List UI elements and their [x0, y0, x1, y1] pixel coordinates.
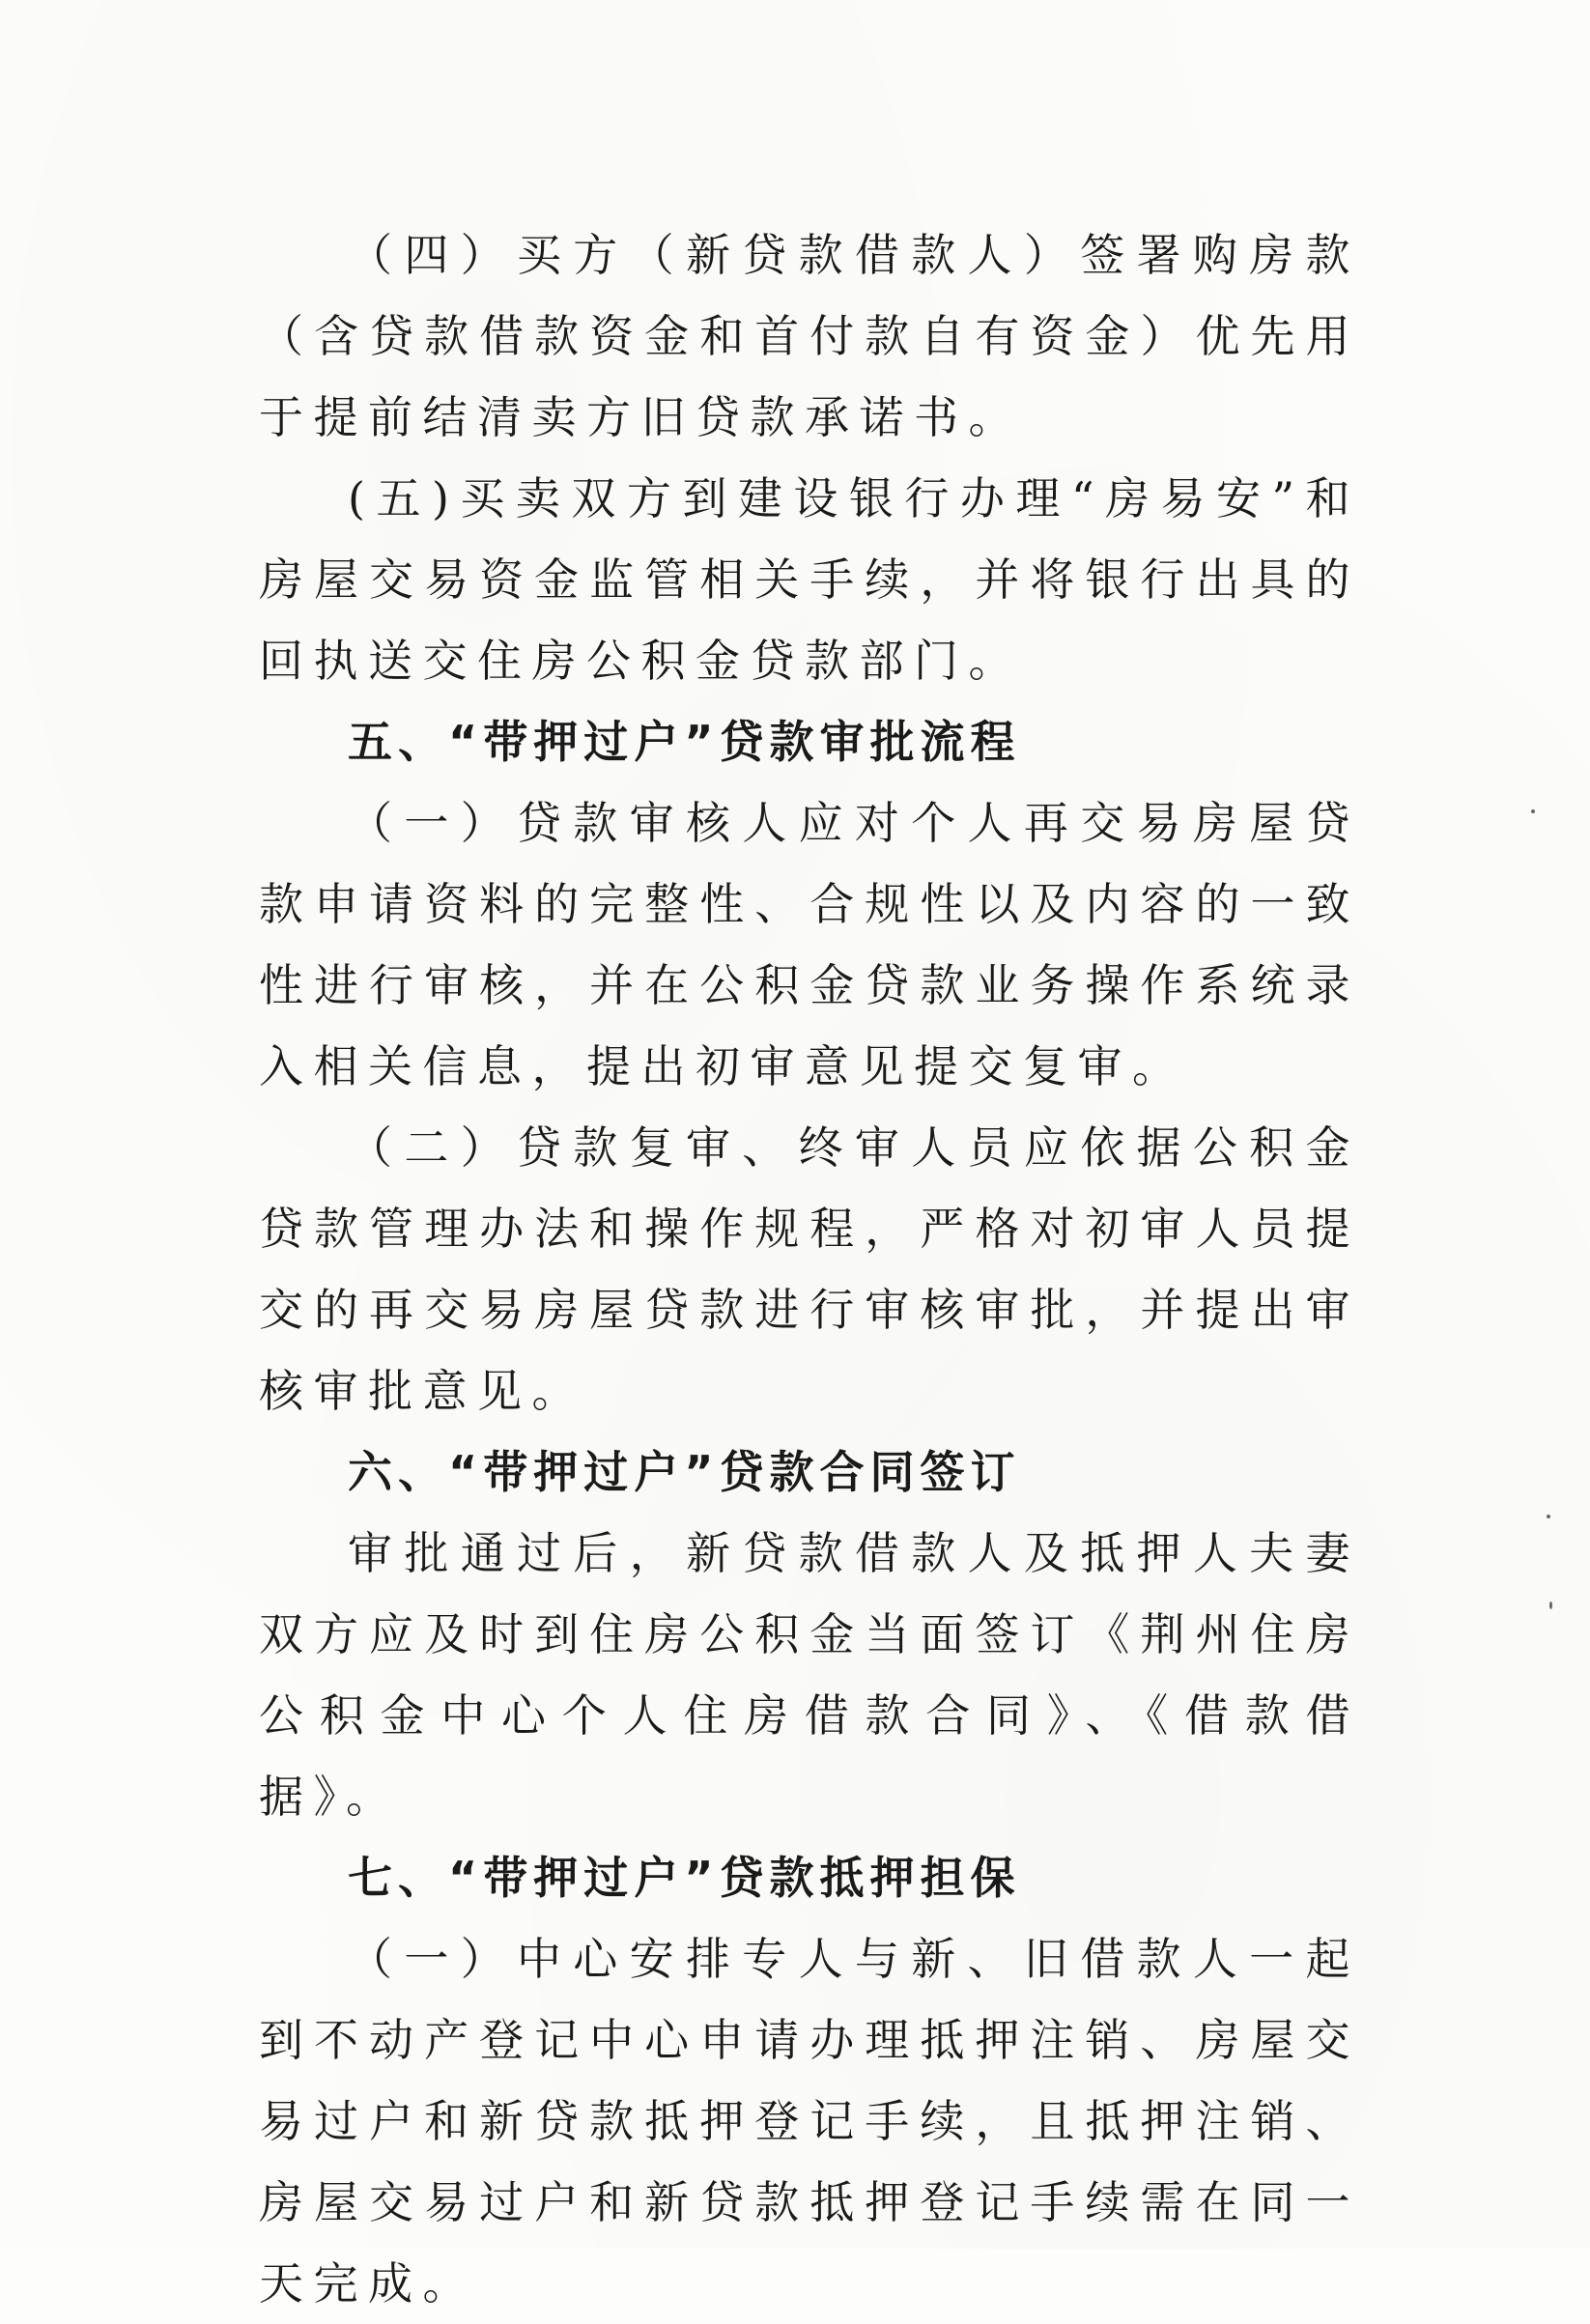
scan-speck	[1531, 809, 1535, 813]
section-heading-6-contract-signing: 六、“带押过户”贷款合同签订	[348, 1446, 1021, 1498]
scan-speck	[1549, 1601, 1552, 1609]
section-heading-5-approval-process: 五、“带押过户”贷款审批流程	[348, 716, 1021, 768]
section-heading-7-mortgage-guarantee: 七、“带押过户”贷款抵押担保	[348, 1852, 1021, 1904]
scan-speck	[1547, 1515, 1550, 1518]
paragraph-contract-signing: 审批通过后，新贷款借款人及抵押人夫妻双方应及时到住房公积金当面签订《荆州住房公积金中心个人住房借款合同》、《借款借据》。	[259, 1527, 1360, 1823]
paragraph-mortgage-1: （一）中心安排专人与新、旧借款人一起到不动产登记中心申请办理抵押注销、房屋交易过户和新贷款抵押登记手续，且抵押注销、房屋交易过户和新贷款抵押登记手续需在同一天完成。	[259, 1933, 1360, 2310]
paragraph-item-5-bank-procedures: (五)买卖双方到建设银行办理“房易安”和房屋交易资金监管相关手续，并将银行出具的回执送交住房公积金贷款部门。	[259, 472, 1360, 687]
paragraph-approval-1: （一）贷款审核人应对个人再交易房屋贷款申请资料的完整性、合规性以及内容的一致性进行审核，并在公积金贷款业务操作系统录入相关信息，提出初审意见提交复审。	[259, 797, 1360, 1092]
paragraph-approval-2: （二）贷款复审、终审人员应依据公积金贷款管理办法和操作规程，严格对初审人员提交的再交易房屋贷款进行审核审批，并提出审核审批意见。	[259, 1121, 1360, 1417]
document-body	[259, 214, 1360, 2324]
paragraph-item-4-buyer-commitment: （四）买方（新贷款借款人）签署购房款（含贷款借款资金和首付款自有资金）优先用于提前结清卖方旧贷款承诺书。	[259, 229, 1360, 443]
